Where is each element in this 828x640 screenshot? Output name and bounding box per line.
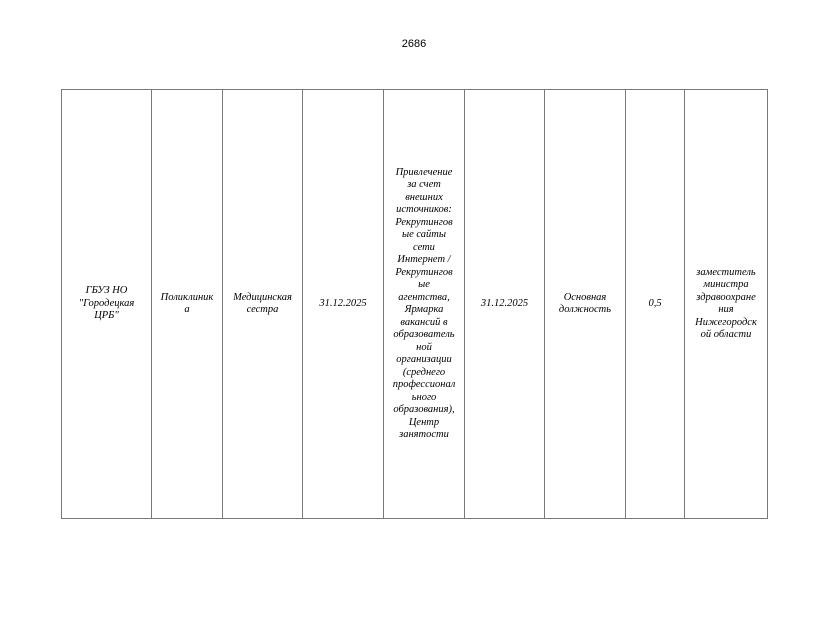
deadline-text: 31.12.2025 xyxy=(480,297,529,309)
sources-cell xyxy=(384,90,465,519)
deadline-cell xyxy=(465,90,545,519)
organization-text: ГБУЗ НО "Городецкая ЦРБ" xyxy=(78,285,135,322)
date-text: 31.12.2025 xyxy=(319,297,367,309)
rate-cell xyxy=(626,90,685,519)
position-cell xyxy=(223,90,303,519)
date-cell xyxy=(303,90,384,519)
rate-text: 0,5 xyxy=(648,297,662,309)
responsible-text: заместитель министра здравоохране ния Нижегородск ой области xyxy=(695,266,757,340)
position-text: Медицинская сестра xyxy=(233,291,292,315)
department-cell xyxy=(152,90,223,519)
page-number: 2686 xyxy=(401,38,427,50)
employment-type-cell xyxy=(545,90,626,519)
table-row xyxy=(62,90,768,519)
staffing-table xyxy=(61,89,768,519)
organization-cell xyxy=(62,90,152,519)
responsible-cell xyxy=(685,90,768,519)
sources-text: Привлечение за счет внешних источников: Рекрутингов ые сайты сети Интернет / Рекрутингов ые агентства, Ярмарка вакансий в образователь ной организации (среднего профессионал ьного образования), Центр занятости xyxy=(392,166,456,440)
employment-type-text: Основная должность xyxy=(558,291,612,315)
department-text: Поликлиник а xyxy=(160,291,214,315)
